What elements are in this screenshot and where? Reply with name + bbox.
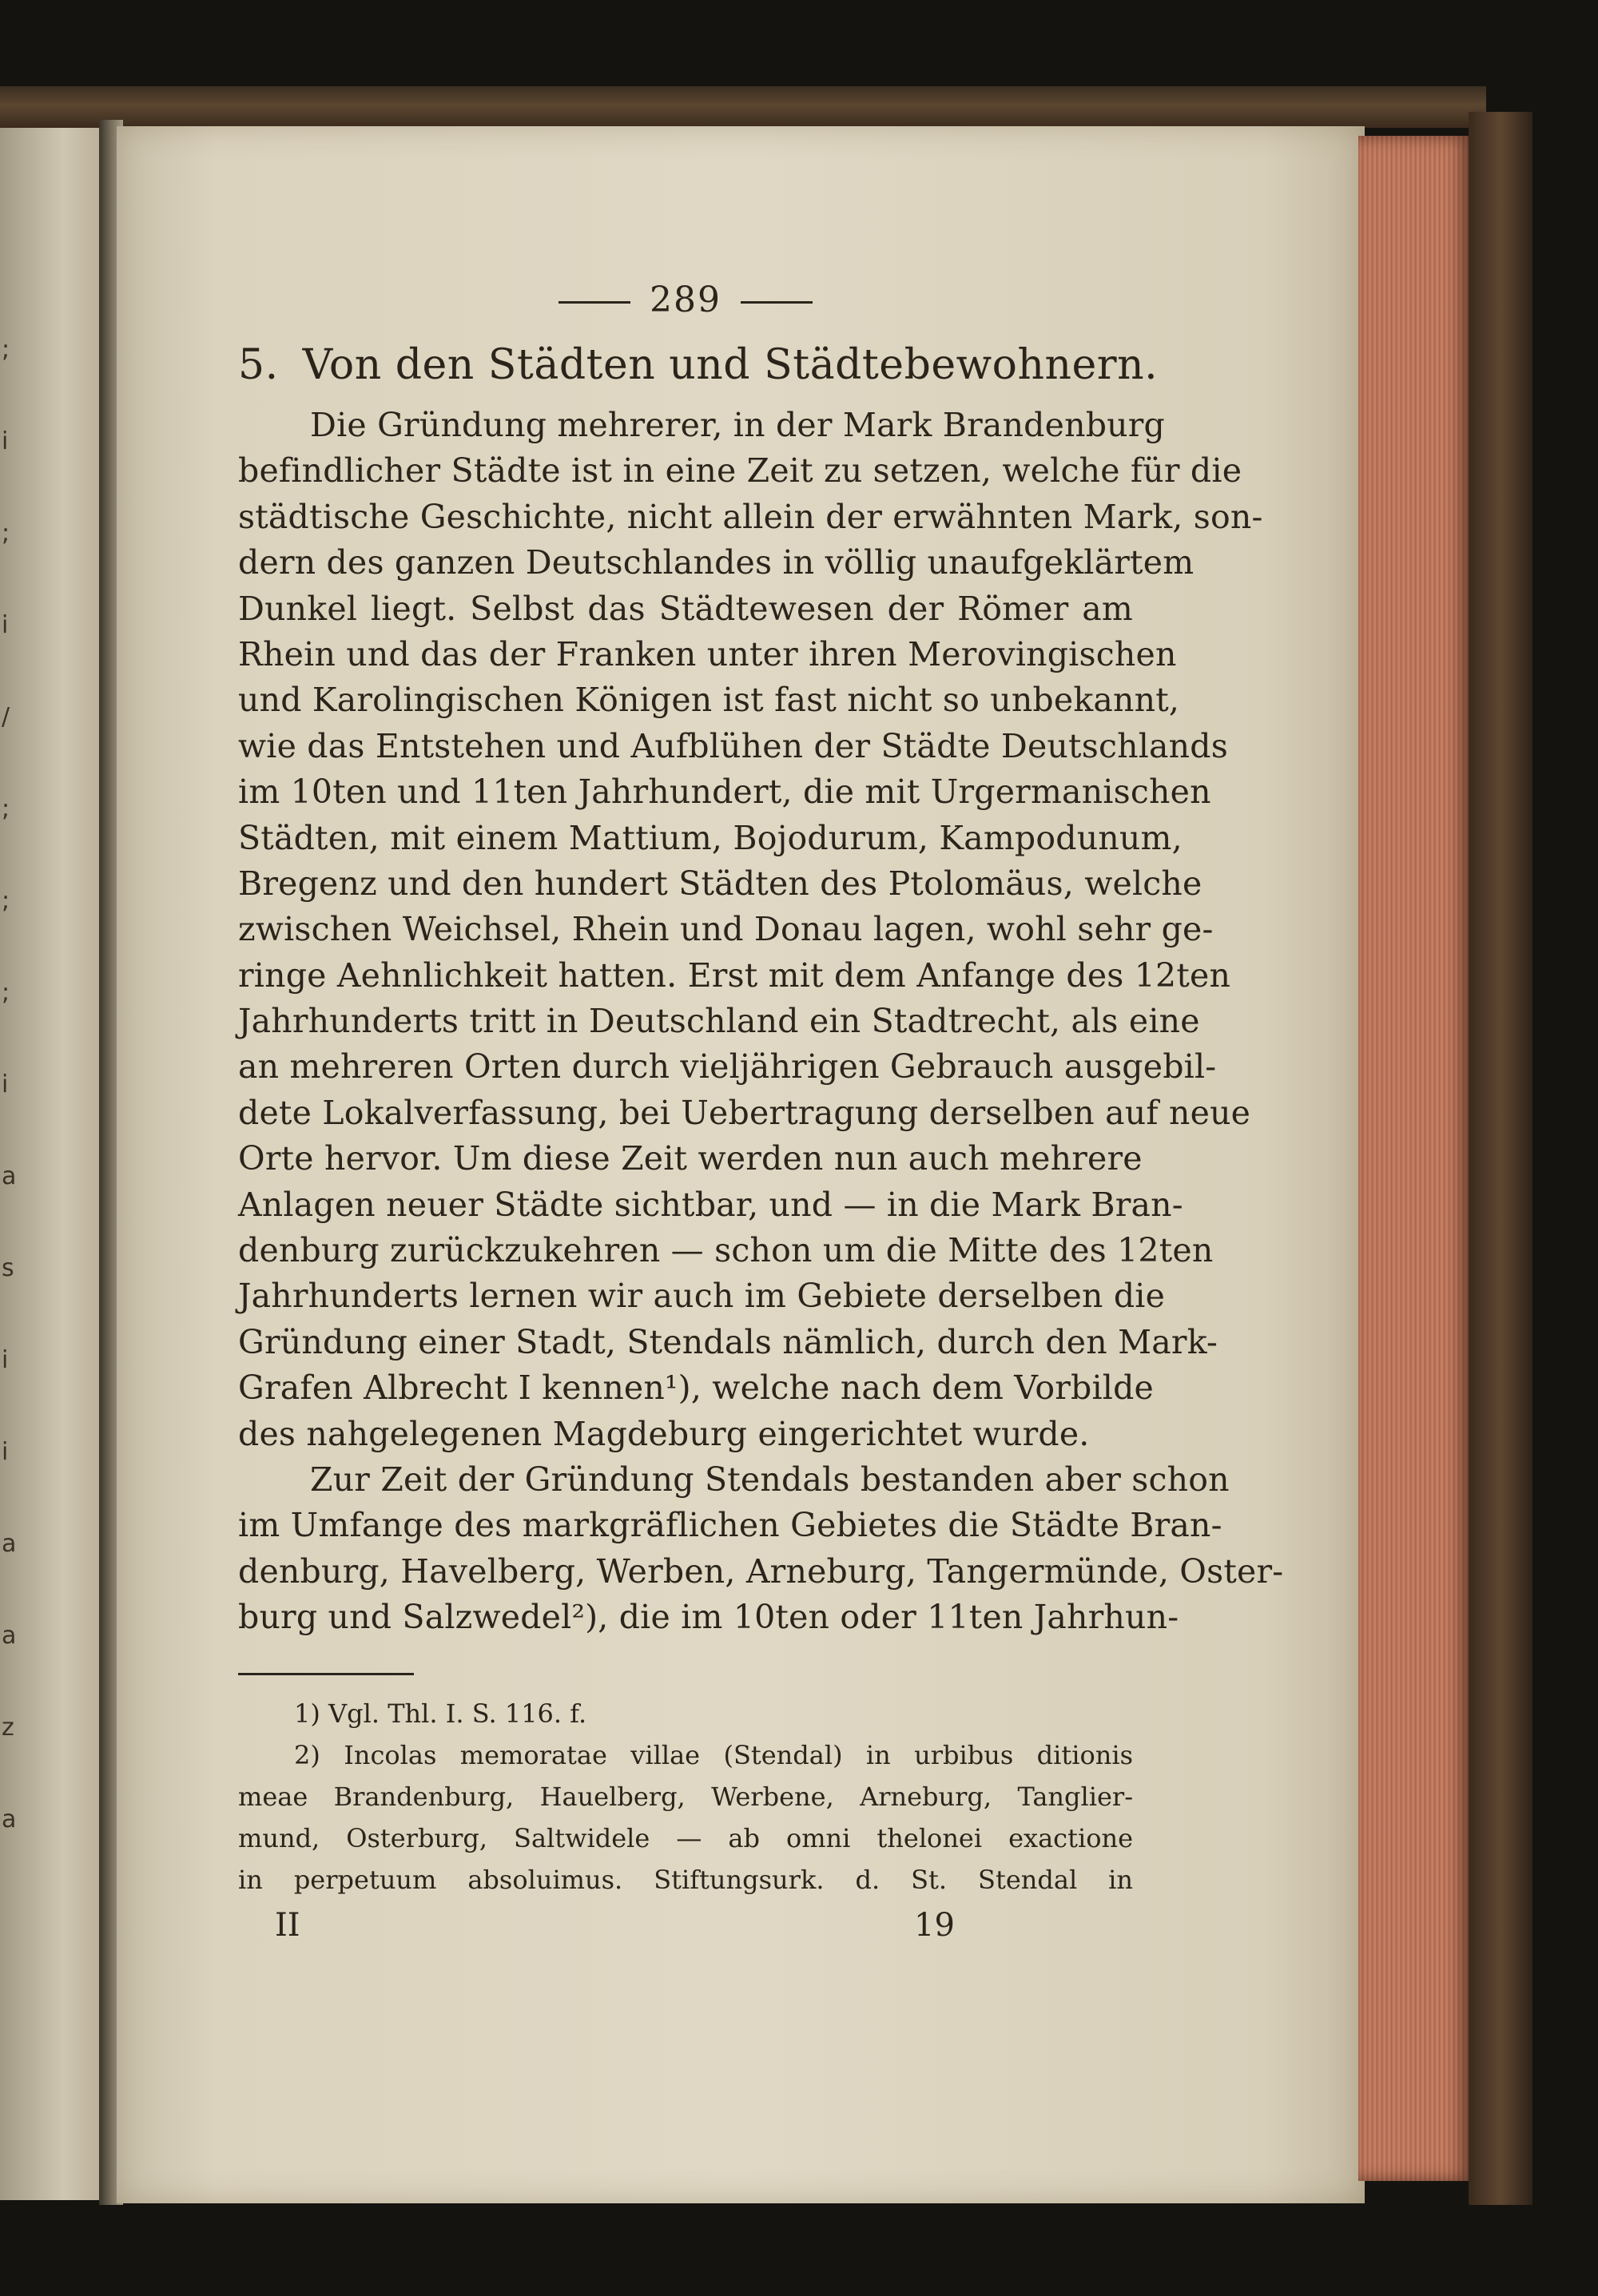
text-line: Grafen Albrecht I kennen¹), welche nach dem Vorbilde [238,1368,1155,1408]
text-line: Bregenz und den hundert Städten des Ptolomäus, welche [238,864,1202,903]
facing-page-text-fragments [2,304,21,1833]
text-line: Gründung einer Stadt, Stendals nämlich, durch den Mark- [238,1322,1218,1361]
facing-page-mark: ; [2,336,10,363]
section-title: Von den Städten und Städtebewohnern. [302,341,1159,389]
text-line: des nahgelegenen Magdeburg eingerichtet wurde. [238,1414,1090,1453]
section-number: 5. [238,341,279,389]
running-head-dash-right [741,301,813,304]
text-line: Jahrhunderts lernen wir auch im Gebiete derselben die [238,1277,1166,1316]
text-line: in perpetuum absoluimus. Stiftungsurk. d. St. Stendal in [238,1864,1133,1895]
running-head [238,280,1133,321]
text-line: an mehreren Orten durch vieljährigen Gebrauch ausgebil- [238,1047,1217,1086]
text-line: denburg zurückzukehren — schon um die Mitte des 12ten [238,1231,1214,1270]
text-line: und Karolingischen Königen ist fast nicht so unbekannt, [238,681,1180,720]
facing-page-mark: / [2,703,10,731]
text-line: dete Lokalverfassung, bei Uebertragung derselben auf neue [238,1093,1251,1132]
facing-page-mark: ; [2,979,10,1007]
text-line: mund, Osterburg, Saltwidele — ab omni thelonei exactione [238,1822,1133,1853]
text-line: Städten, mit einem Mattium, Bojodurum, Kampodunum, [238,818,1183,857]
facing-page-mark: a [2,1162,17,1190]
page-content [238,280,1284,1955]
facing-page-mark: a [2,1622,17,1650]
text-line: ringe Aehnlichkeit hatten. Erst mit dem Anfange des 12ten [238,955,1231,995]
facing-page-mark: a [2,1530,17,1558]
facing-page-mark: a [2,1805,17,1833]
facing-page-mark: i [2,1438,9,1466]
text-line: im 10ten und 11ten Jahrhundert, die mit Urgermanischen [238,773,1211,812]
text-line: wie das Entstehen und Aufblühen der Städte Deutschlands [238,726,1228,765]
book-spine-top [0,86,1486,128]
text-line: im Umfange des markgräflichen Gebietes die Städte Bran- [238,1506,1222,1545]
text-line: Dunkel liegt. Selbst das Städtewesen der Römer am [238,589,1133,628]
text-line: denburg, Havelberg, Werben, Arneburg, Tangermünde, Oster- [238,1551,1284,1591]
text-line: Orte hervor. Um diese Zeit werden nun auch mehrere [238,1139,1143,1178]
facing-page-mark: i [2,427,9,455]
text-line: Die Gründung mehrerer, in der Mark Brandenburg [310,406,1165,444]
signature-line [238,1907,1133,1955]
text-line: meae Brandenburg, Hauelberg, Werbene, Arneburg, Tanglier- [238,1781,1133,1812]
facing-page-mark: ; [2,887,10,915]
paragraph-2 [238,1457,1284,1641]
paragraph-1 [238,403,1263,1457]
facing-page-mark: ; [2,795,10,823]
facing-page-mark: i [2,1071,9,1098]
text-line: befindlicher Städte ist in eine Zeit zu setzen, welche für die [238,451,1242,491]
text-line: 2) Incolas memoratae villae (Stendal) in urbibus ditionis [294,1739,1133,1770]
text-line: 1) Vgl. Thl. I. S. 116. f. [294,1698,587,1729]
text-line: Anlagen neuer Städte sichtbar, und — in die Mark Bran- [238,1185,1183,1224]
section-heading [238,339,1159,391]
facing-page-mark: s [2,1254,14,1282]
footnote-rule [238,1673,414,1675]
facing-page-mark: z [2,1714,14,1742]
facing-page-mark: i [2,1346,9,1374]
text-line: Rhein und das der Franken unter ihren Merovingischen [238,634,1177,673]
text-line: burg und Salzwedel²), die im 10ten oder 11ten Jahrhun- [238,1598,1179,1637]
page-number: 289 [650,280,721,320]
text-line: Jahrhunderts tritt in Deutschland ein Stadtrecht, als eine [238,1002,1200,1041]
running-head-dash-left [559,301,630,304]
text-line: dern des ganzen Deutschlandes in völlig unaufgeklärtem [238,543,1195,582]
text-line: städtische Geschichte, nicht allein der erwähnten Mark, son- [238,497,1263,536]
signature-mark: II [275,1906,300,1944]
text-line: zwischen Weichsel, Rhein und Donau lagen, wohl sehr ge- [238,910,1214,949]
book-cover-edge [1469,112,1532,2205]
page-block-edge [1358,136,1470,2181]
text-line: Zur Zeit der Gründung Stendals bestanden aber schon [310,1460,1230,1499]
facing-page-mark: i [2,611,9,639]
footnotes [238,1693,1133,1901]
facing-page-mark: ; [2,519,10,547]
gathering-number: 19 [914,1906,955,1944]
